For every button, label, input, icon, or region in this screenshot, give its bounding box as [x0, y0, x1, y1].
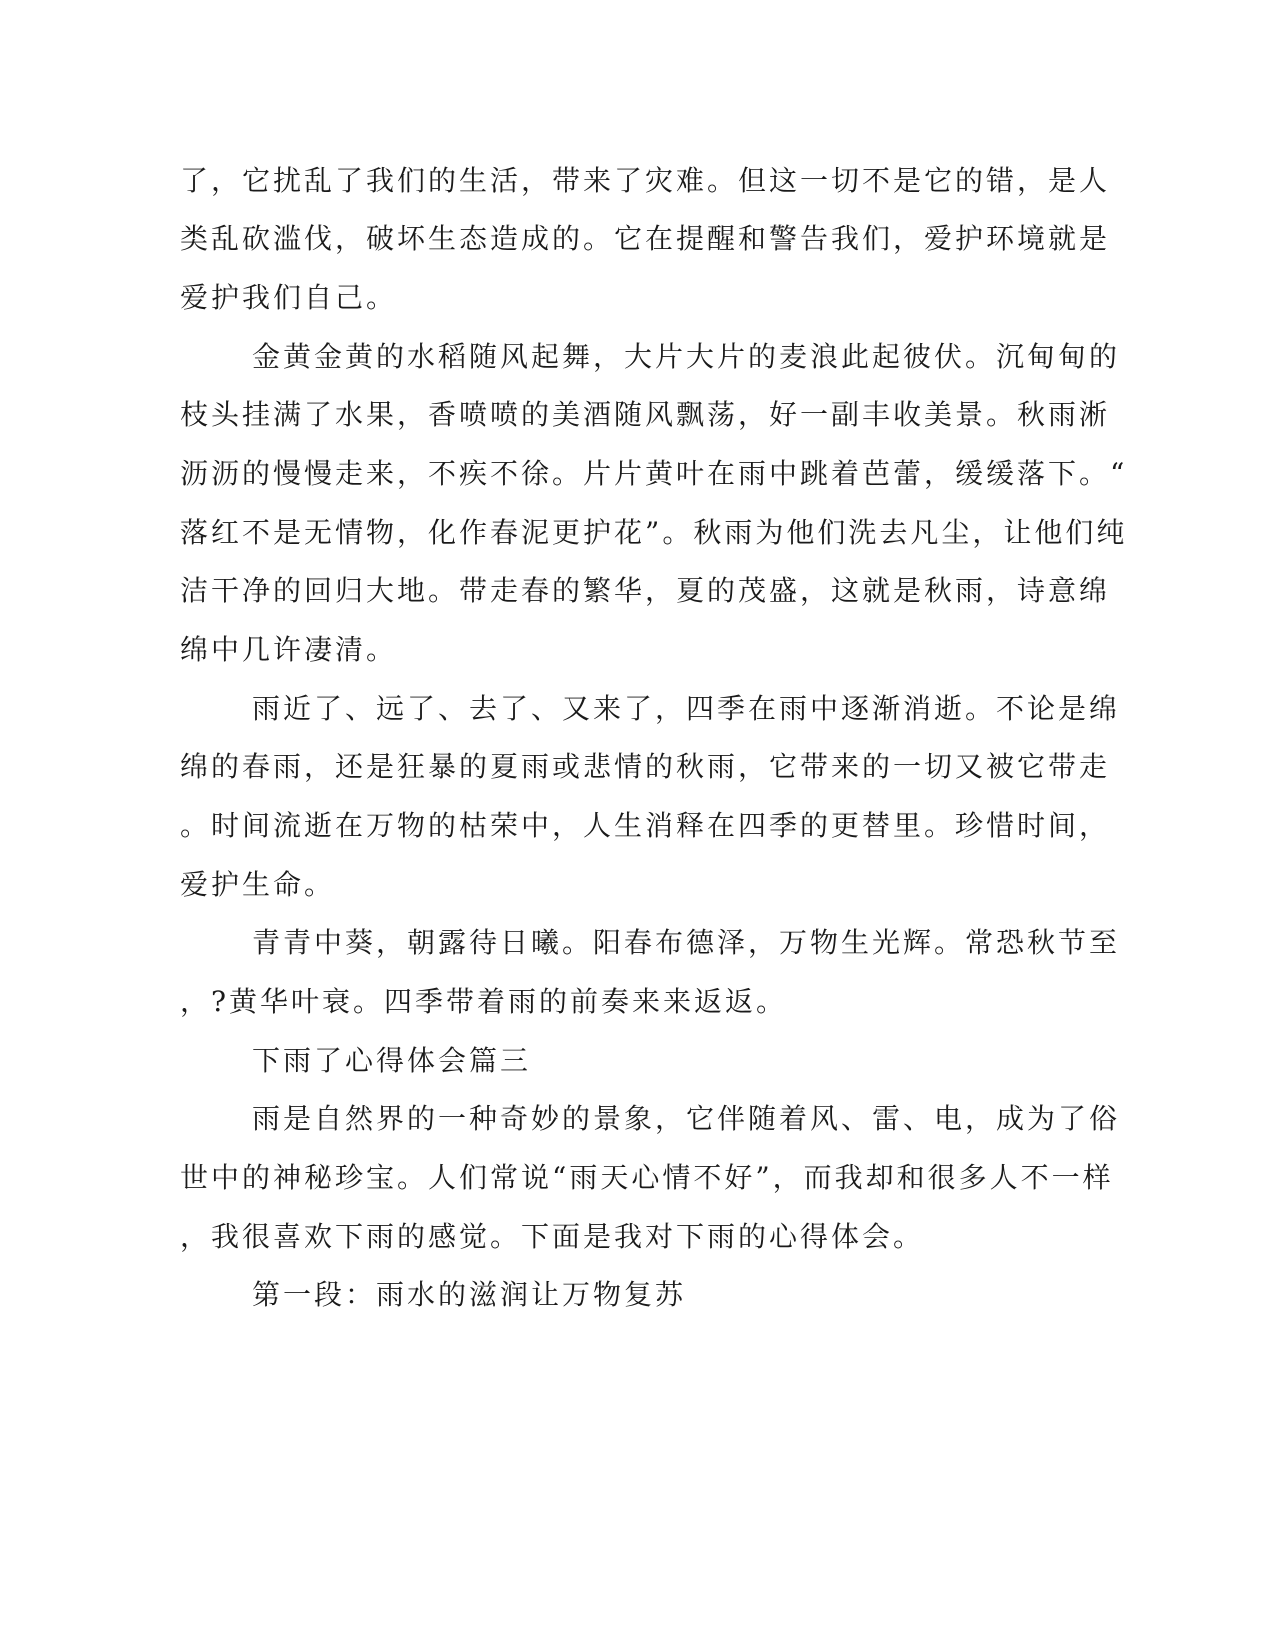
text-line: ，?黄华叶衰。四季带着雨的前奏来来返返。: [180, 985, 788, 1018]
text-line: 爱护我们自己。: [180, 281, 398, 314]
text-line: 青青中葵，朝露待日曦。阳春布德泽，万物生光辉。常恐秋节至: [252, 926, 1121, 959]
text-line: 枝头挂满了水果，香喷喷的美酒随风飘荡，好一副丰收美景。秋雨淅: [180, 398, 1111, 431]
text-line: 雨是自然界的一种奇妙的景象，它伴随着风、雷、电，成为了俗: [252, 1102, 1121, 1135]
section-heading: 下雨了心得体会篇三: [252, 1044, 532, 1077]
text-line: 。时间流逝在万物的枯荣中，人生消释在四季的更替里。珍惜时间，: [180, 809, 1111, 842]
text-line: 雨近了、远了、去了、又来了，四季在雨中逐渐消逝。不论是绵: [252, 692, 1121, 725]
text-line: 绵的春雨，还是狂暴的夏雨或悲情的秋雨，它带来的一切又被它带走: [180, 750, 1111, 783]
text-line: 绵中几许凄清。: [180, 633, 398, 666]
text-line: 爱护生命。: [180, 868, 336, 901]
text-line: ，我很喜欢下雨的感觉。下面是我对下雨的心得体会。: [180, 1220, 925, 1253]
text-line: 金黄金黄的水稻随风起舞，大片大片的麦浪此起彼伏。沉甸甸的: [252, 340, 1121, 373]
text-line: 落红不是无情物，化作春泥更护花”。秋雨为他们洗去凡尘，让他们纯: [180, 516, 1128, 549]
text-line: 世中的神秘珍宝。人们常说“雨天心情不好”，而我却和很多人不一样: [180, 1161, 1114, 1194]
text-line: 洁干净的回归大地。带走春的繁华，夏的茂盛，这就是秋雨，诗意绵: [180, 574, 1111, 607]
paragraph-heading: 第一段：雨水的滋润让万物复苏: [252, 1278, 687, 1311]
text-line: 了，它扰乱了我们的生活，带来了灾难。但这一切不是它的错，是人: [180, 164, 1111, 197]
text-line: 类乱砍滥伐，破坏生态造成的。它在提醒和警告我们，爱护环境就是: [180, 222, 1111, 255]
text-line: 沥沥的慢慢走来，不疾不徐。片片黄叶在雨中跳着芭蕾，缓缓落下。“: [180, 457, 1128, 490]
